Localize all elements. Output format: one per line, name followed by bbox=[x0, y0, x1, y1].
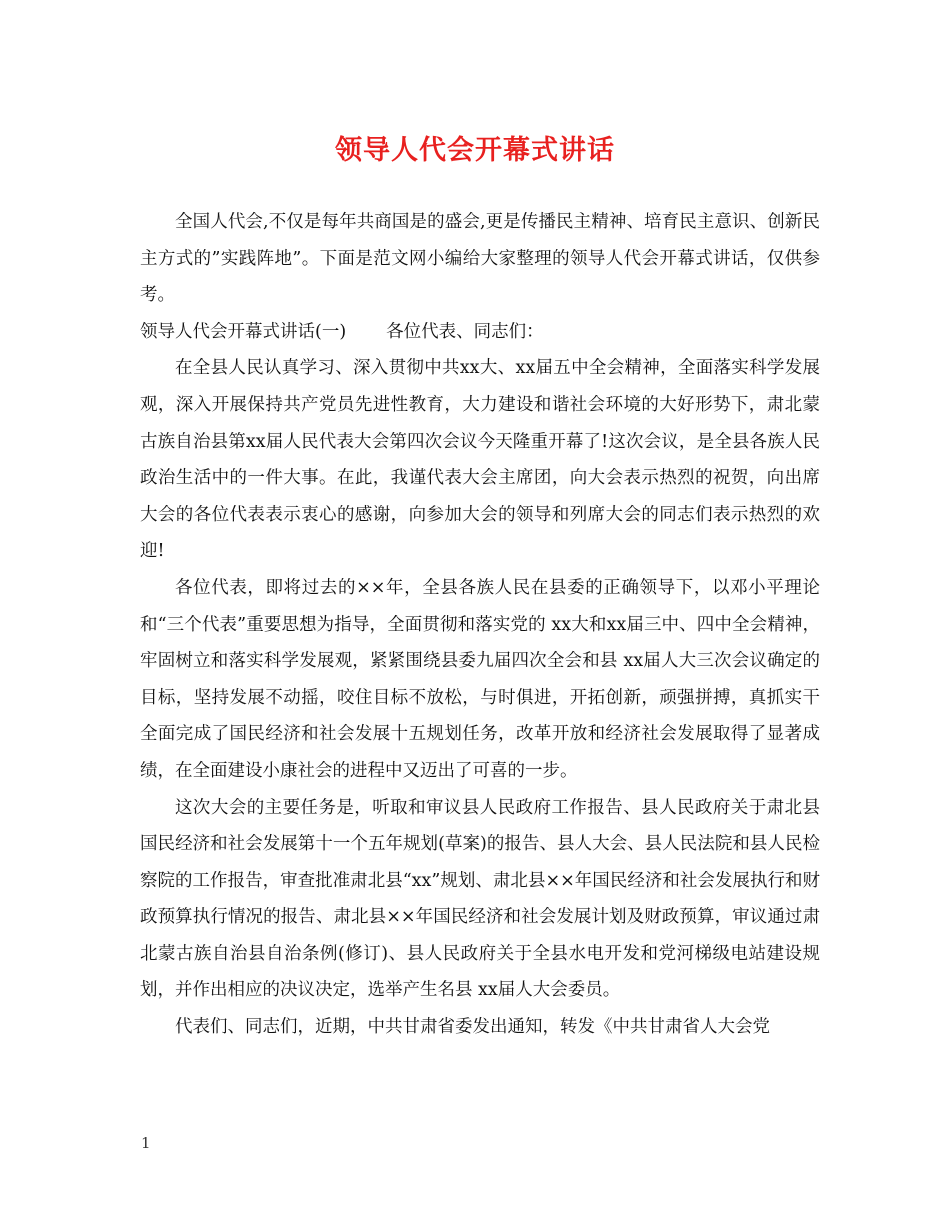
paragraph-3: 这次大会的主要任务是，听取和审议县人民政府工作报告、县人民政府关于肃北县国民经济和社会发展第十一个五年规划(草案)的报告、县人大会、县人民法院和县人民检察院的工作报告，审查批准肃北县“xx”规划、肃北县××年国民经济和社会发展执行和财政预算执行情况的报告、肃北县××年国民经济和社会发展计划及财政预算，审议通过肃北蒙古族自治县自治条例(修订)、县人民政府关于全县水电开发和党河梯级电站建设规划，并作出相应的决议决定，选举产生名县 xx届人大会委员。 bbox=[140, 797, 820, 1001]
paragraph-2: 各位代表，即将过去的××年，全县各族人民在县委的正确领导下，以邓小平理论和“三个代表”重要思想为指导，全面贯彻和落实党的 xx大和xx届三中、四中全会精神，牢固树立和落实科学发展观，紧紧围绕县委九届四次全会和县 xx届人大三次会议确定的目标，坚持发展不动摇，咬住目标不放松，与时俱进，开拓创新，顽强拼搏，真抓实干全面完成了国民经济和社会发展十五规划任务，改革开放和经济社会发展取得了显著成绩，在全面建设小康社会的进程中又迈出了可喜的一步。 bbox=[140, 577, 820, 781]
intro-paragraph: 全国人代会,不仅是每年共商国是的盛会,更是传播民主精神、培育民主意识、创新民主方式的”实践阵地”。下面是范文网小编给大家整理的领导人代会开幕式讲话，仅供参考。 bbox=[140, 212, 820, 306]
document-title: 领导人代会开幕式讲话 bbox=[335, 135, 615, 166]
salutation: 各位代表、同志们： bbox=[386, 321, 544, 342]
document-body bbox=[140, 204, 820, 1046]
paragraph-1: 在全县人民认真学习、深入贯彻中共xx大、xx届五中全会精神，全面落实科学发展观，深入开展保持共产党员先进性教育，大力建设和谐社会环境的大好形势下，肃北蒙古族自治县第xx届人民代表大会第四次会议今天隆重开幕了!这次会议，是全县各族人民政治生活中的一件大事。在此，我谨代表大会主席团，向大会表示热烈的祝贺，向出席大会的各位代表表示衷心的感谢，向参加大会的领导和列席大会的同志们表示热烈的欢迎! bbox=[140, 358, 820, 562]
paragraph-4: 代表们、同志们，近期，中共甘肃省委发出通知，转发《中共甘肃省人大会党 bbox=[175, 1017, 770, 1038]
section-heading-line bbox=[140, 314, 820, 351]
page-number: 1 bbox=[141, 1134, 151, 1152]
section-heading: 领导人代会开幕式讲话(一) bbox=[140, 321, 347, 342]
